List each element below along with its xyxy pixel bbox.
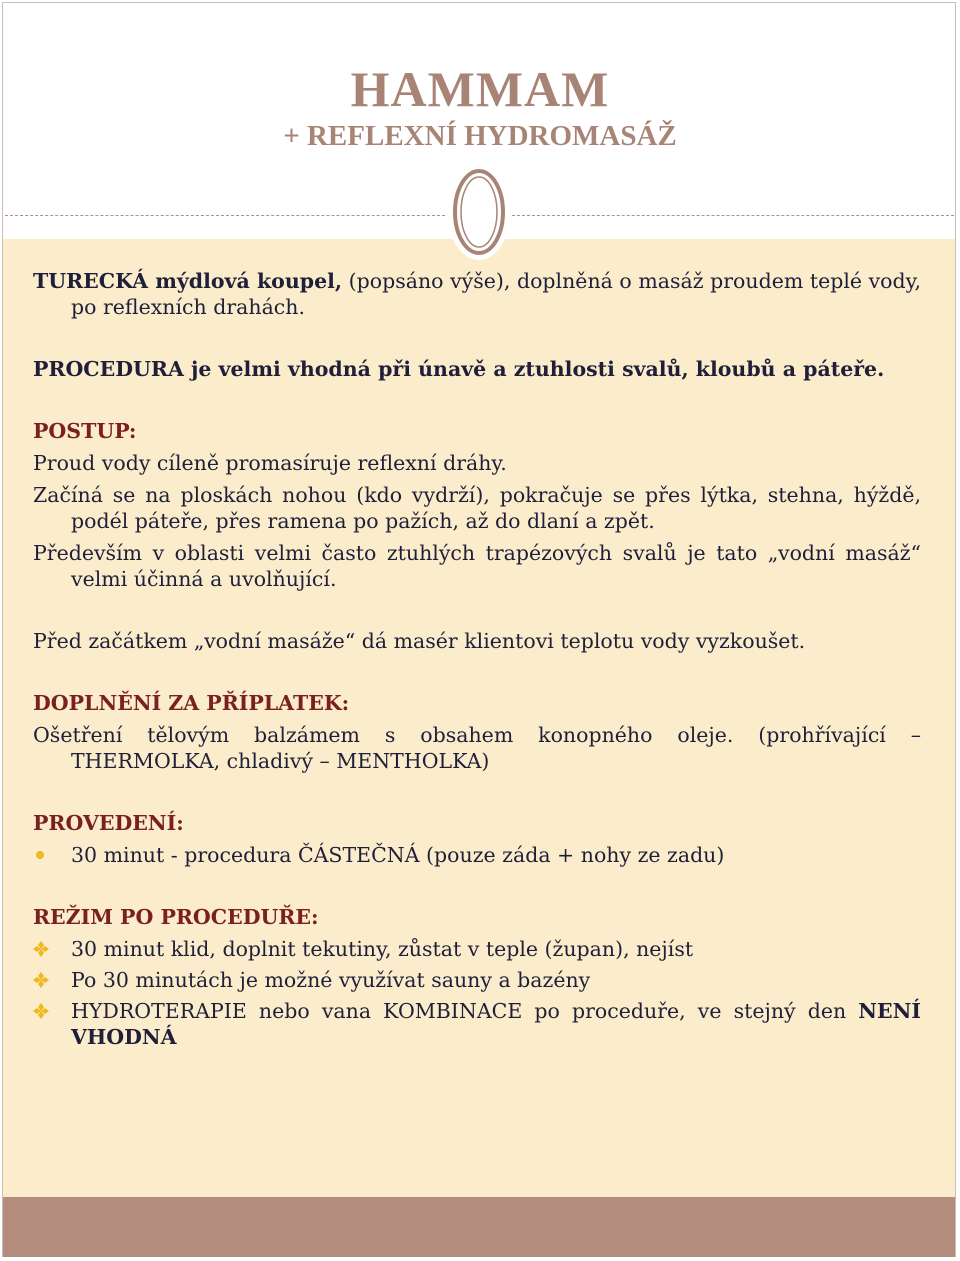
page-title: HAMMAM — [350, 61, 610, 117]
procedure-paragraph: PROCEDURA je velmi vhodná při únavě a ztuhlosti svalů, kloubů a páteře. — [33, 357, 885, 381]
provedeni-list — [33, 842, 921, 868]
rezim-warning-text: NENÍ VHODNÁ — [71, 999, 921, 1049]
postup-heading: POSTUP: — [33, 419, 137, 443]
oval-ornament-icon — [446, 166, 512, 262]
rezim-list — [33, 936, 921, 1050]
rezim-item-text: 30 minut klid, doplnit tekutiny, zůstat v teple (župan), nejíst — [71, 937, 694, 961]
list-item — [33, 967, 921, 993]
footer-bar — [3, 1197, 955, 1257]
rezim-heading: REŽIM PO PROCEDUŘE: — [33, 905, 319, 929]
dashed-divider-left — [5, 215, 445, 216]
postup-line-1: Proud vody cíleně promasíruje reflexní dráhy. — [33, 451, 507, 475]
doplneni-paragraph: Ošetření tělovým balzámem s obsahem konopného oleje. (prohřívající – THERMOLKA, chladivý – MENTHOLKA) — [33, 723, 921, 773]
intro-paragraph — [33, 268, 921, 320]
postup-line-3: Především v oblasti velmi často ztuhlých trapézových svalů je tato „vodní masáž“ velmi účinná a uvolňující. — [33, 541, 921, 591]
doplneni-heading: DOPLNĚNÍ ZA PŘÍPLATEK: — [33, 691, 350, 715]
before-paragraph: Před začátkem „vodní masáže“ dá masér klientovi teplotu vody vyzkoušet. — [33, 629, 806, 653]
intro-bold-text: TURECKÁ mýdlová koupel, — [33, 269, 343, 293]
list-item — [33, 842, 921, 868]
dot-bullet-icon — [36, 851, 44, 859]
provedeni-item-text: 30 minut - procedura ČÁSTEČNÁ (pouze záda + nohy ze zadu) — [71, 843, 725, 867]
provedeni-heading: PROVEDENÍ: — [33, 811, 184, 835]
main-content — [33, 268, 921, 1055]
four-diamond-icon — [33, 972, 49, 988]
postup-line-2: Začíná se na ploskách nohou (kdo vydrží), pokračuje se přes lýtka, stehna, hýždě, podél páteře, přes ramena po pažích, až do dlaní a zpět. — [33, 483, 921, 533]
rezim-item-text: HYDROTERAPIE nebo vana KOMBINACE po proceduře, ve stejný den — [71, 999, 859, 1023]
list-item — [33, 936, 921, 962]
four-diamond-icon — [33, 1003, 49, 1019]
dashed-divider-right — [512, 215, 954, 216]
rezim-item-text: Po 30 minutách je možné využívat sauny a bazény — [71, 968, 591, 992]
four-diamond-icon — [33, 941, 49, 957]
intro-text: (popsáno výše), doplněná o masáž proudem teplé vody, po reflexních drahách. — [71, 269, 922, 319]
page-subtitle: + REFLEXNÍ HYDROMASÁŽ — [283, 120, 677, 152]
list-item — [33, 998, 921, 1050]
